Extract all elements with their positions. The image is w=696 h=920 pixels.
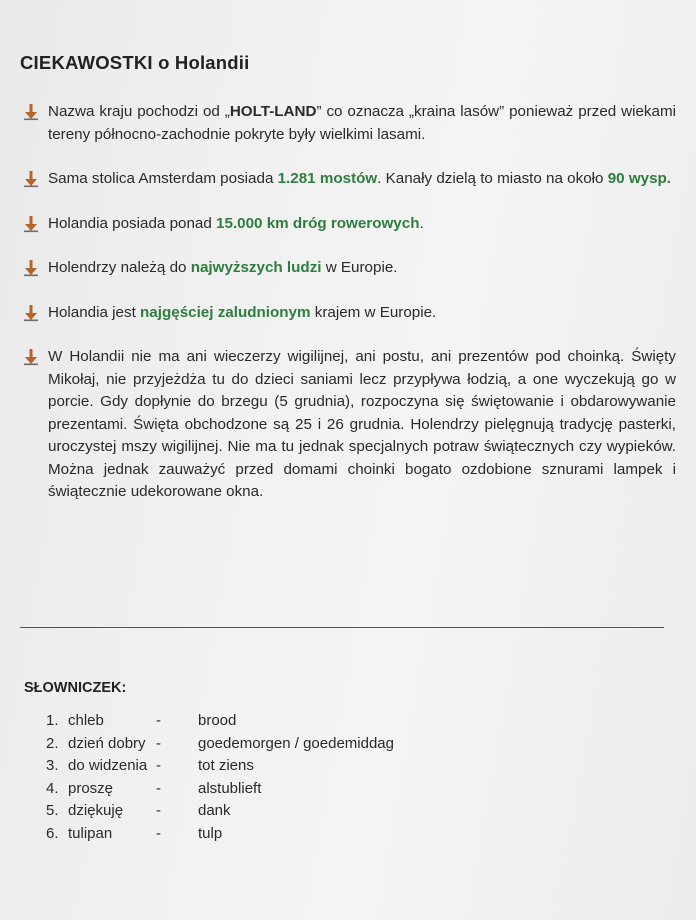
separator-dash: - [156,802,161,819]
dutch-word: alstublieft [198,779,262,797]
polish-word: dziękuję [68,802,124,819]
fact-item [22,302,676,325]
fact-text: w Europie. [321,259,398,276]
glossary-number: 5. [46,802,59,819]
glossary-item [46,735,446,758]
glossary-title: SŁOWNICZEK: [24,680,127,696]
fact-text: . Kanały dzielą to miasto na około [377,170,608,187]
dutch-word: goedemorgen / goedemiddag [198,734,394,752]
fact-text: W Holandii nie ma ani wieczerzy wigilijnej, ani postu, ani prezentów pod choinką. Święty Mikołaj, nie przyjeżdża tu do dzieci saniami lecz przypływa łodzią, a one wyczekują go w porcie. Gdy dopłynie do brzegu (5 grudnia), rozpoczyna się świętowanie i obdarowywanie prezentami. Święta obchodzone są 25 i 26 grudnia. Holendrzy pielęgnują tradycję pasterki, uroczystej mszy wigilijnej. Nie ma tu jednak specjalnych potraw świątecznych czy wypieków. Można jednak zauważyć przed domami choinki bogato ozdobione sznurami lampek i świątecznie udekorowane okna. [48,348,676,500]
fact-text: Nazwa kraju pochodzi od „ [48,103,230,120]
glossary-item [46,825,446,848]
glossary-item [46,712,446,735]
highlighted-text: najwyższych ludzi [190,259,322,276]
fact-text: krajem w Europie. [310,303,437,321]
dutch-word: brood [198,712,237,729]
highlighted-text: 90 wysp. [607,170,672,187]
arrow-down-icon [22,304,40,322]
fact-text: Holendrzy należą do [48,259,191,276]
glossary-number: 1. [46,712,59,729]
arrow-down-icon [22,348,40,366]
dutch-word: tulp [198,824,223,842]
polish-word: chleb [68,712,104,729]
glossary-number: 6. [46,824,59,842]
separator-dash: - [156,757,161,774]
polish-word: tulipan [68,824,113,842]
highlighted-text: 15.000 km dróg rowerowych [216,214,420,232]
fact-item [22,346,676,504]
arrow-down-icon [22,215,40,233]
fact-text: . [419,214,424,232]
document-title: CIEKAWOSTKI o Holandii [20,52,250,73]
polish-word: do widzenia [68,757,148,774]
divider-line [20,627,664,628]
arrow-down-icon [22,103,40,121]
facts-list [22,101,676,526]
separator-dash: - [156,712,161,729]
fact-item [22,101,676,146]
glossary-number: 2. [46,734,59,752]
separator-dash: - [156,734,161,752]
fact-item [22,257,676,280]
arrow-down-icon [22,170,40,188]
glossary-item [46,757,446,780]
fact-text: Holandia jest [48,303,141,321]
glossary-number: 4. [46,779,59,797]
fact-text: Sama stolica Amsterdam posiada [48,170,278,187]
glossary-item [46,802,446,825]
separator-dash: - [156,779,161,797]
fact-text: HOLT-LAND [229,103,317,120]
glossary-list [46,712,446,847]
glossary-number: 3. [46,757,59,774]
separator-dash: - [156,824,161,842]
polish-word: dzień dobry [68,734,146,752]
arrow-down-icon [22,259,40,277]
fact-item [22,168,676,191]
dutch-word: dank [198,802,231,819]
highlighted-text: najgęściej zaludnionym [140,303,311,321]
polish-word: proszę [68,779,114,797]
fact-item [22,213,676,236]
fact-text: Holandia posiada ponad [48,214,217,232]
fact-text: ” co oznacza „kraina lasów” ponieważ przed wiekami tereny północno-zachodnie pokryte były wielkimi lasami. [48,103,677,143]
dutch-word: tot ziens [198,757,254,774]
glossary-item [46,780,446,803]
highlighted-text: 1.281 mostów [277,170,378,187]
